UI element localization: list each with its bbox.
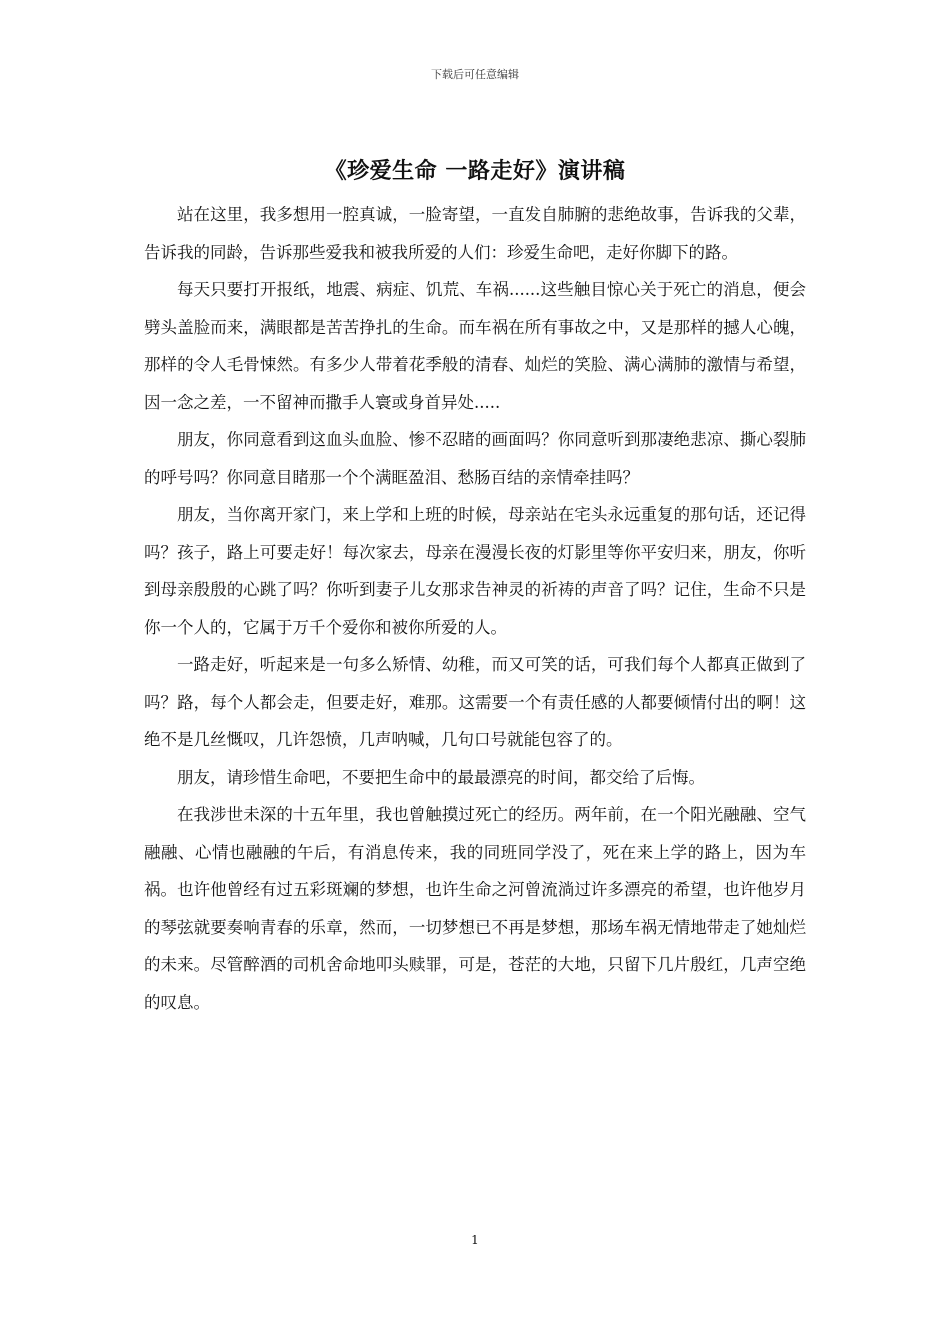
header-note: 下载后可任意编辑 [431,68,519,81]
paragraph-4: 朋友，当你离开家门，来上学和上班的时候，母亲站在宅头永远重复的那句话，还记得吗？孩子，路上可要走好！每次家去，母亲在漫漫长夜的灯影里等你平安归来，朋友，你听到母亲殷殷的心跳了吗？你听到妻子儿女那求告神灵的祈祷的声音了吗？记住，生命不只是你一个人的，它属于万千个爱你和被你所爱的人。 [144,505,806,637]
document-body [144,196,806,1021]
paragraph-7: 在我涉世未深的十五年里，我也曾触摸过死亡的经历。两年前，在一个阳光融融、空气融融、心情也融融的午后，有消息传来，我的同班同学没了，死在来上学的路上，因为车祸。也许他曾经有过五彩斑斓的梦想，也许生命之河曾流淌过许多漂亮的希望，也许他岁月的琴弦就要奏响青春的乐章，然而，一切梦想已不再是梦想，那场车祸无情地带走了她灿烂的未来。尽管醉酒的司机舍命地叩头赎罪，可是，苍茫的大地，只留下几片殷红，几声空绝的叹息。 [144,805,806,1012]
paragraph-5: 一路走好，听起来是一句多么矫情、幼稚，而又可笑的话，可我们每个人都真正做到了吗？路，每个人都会走，但要走好，难那。这需要一个有责任感的人都要倾情付出的啊！这绝不是几丝慨叹，几许怨愤，几声呐喊，几句口号就能包容了的。 [144,655,806,749]
paragraph-2: 每天只要打开报纸，地震、病症、饥荒、车祸......这些触目惊心关于死亡的消息，便会劈头盖脸而来，满眼都是苦苦挣扎的生命。而车祸在所有事故之中，又是那样的撼人心魄，那样的令人毛骨悚然。有多少人带着花季般的清春、灿烂的笑脸、满心满肺的激情与希望，因一念之差，一不留神而撒手人寰或身首异处..... [144,280,806,412]
paragraph-6: 朋友，请珍惜生命吧，不要把生命中的最最漂亮的时间，都交给了后悔。 [177,767,705,787]
paragraph-1: 站在这里，我多想用一腔真诚，一脸寄望，一直发自肺腑的悲绝故事，告诉我的父辈，告诉我的同龄，告诉那些爱我和被我所爱的人们：珍爱生命吧，走好你脚下的路。 [144,205,806,262]
paragraph-3: 朋友，你同意看到这血头血脸、惨不忍睹的画面吗？你同意听到那凄绝悲凉、撕心裂肺的呼号吗？你同意目睹那一个个满眶盈泪、愁肠百结的亲情牵挂吗？ [144,430,806,487]
page-number: 1 [471,1233,479,1247]
document-title: 《珍爱生命 一路走好》演讲稿 [324,159,626,184]
